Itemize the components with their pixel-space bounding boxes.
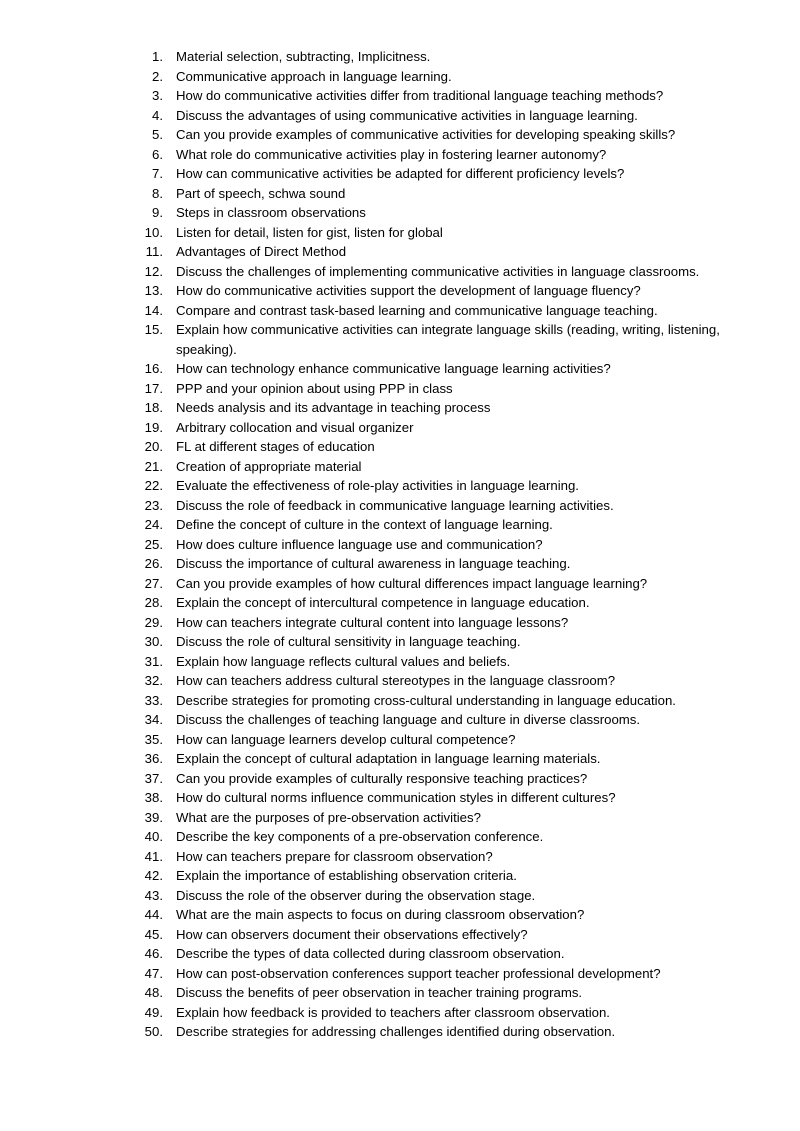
question-item bbox=[133, 671, 733, 691]
question-item bbox=[133, 574, 733, 594]
question-item bbox=[133, 925, 733, 945]
question-item bbox=[133, 67, 733, 87]
question-item bbox=[133, 418, 733, 438]
question-item bbox=[133, 983, 733, 1003]
question-number: 45. bbox=[144, 926, 163, 942]
question-list bbox=[133, 47, 733, 1042]
question-text: Discuss the benefits of peer observation in teacher training programs. bbox=[176, 985, 583, 1000]
question-item bbox=[133, 184, 733, 204]
question-item bbox=[133, 535, 733, 555]
question-number: 36. bbox=[144, 751, 163, 766]
question-number: 37. bbox=[144, 770, 163, 786]
question-number: 18. bbox=[144, 400, 163, 415]
question-text: How can language learners develop cultural competence? bbox=[176, 731, 516, 747]
question-item bbox=[133, 262, 733, 282]
question-text: Part of speech, schwa sound bbox=[176, 185, 346, 201]
question-item bbox=[133, 47, 733, 67]
question-text: Discuss the challenges of implementing communicative activities in language classrooms. bbox=[176, 263, 700, 279]
question-number: 15. bbox=[144, 322, 163, 337]
question-text: How can communicative activities be adapted for different proficiency levels? bbox=[176, 166, 625, 181]
question-number: 21. bbox=[144, 458, 163, 474]
question-number: 43. bbox=[144, 887, 163, 903]
question-item bbox=[133, 515, 733, 535]
question-text: Discuss the advantages of using communicative activities in language learning. bbox=[176, 107, 638, 123]
question-text: Explain how language reflects cultural values and beliefs. bbox=[176, 653, 511, 669]
question-number: 4. bbox=[152, 107, 163, 123]
question-text: Discuss the role of feedback in communicative language learning activities. bbox=[176, 497, 614, 513]
question-item bbox=[133, 281, 733, 301]
question-text: How does culture influence language use and communication? bbox=[176, 536, 543, 552]
question-text: How can teachers integrate cultural content into language lessons? bbox=[176, 614, 569, 630]
question-number: 49. bbox=[144, 1004, 163, 1020]
question-number: 29. bbox=[144, 614, 163, 630]
question-number: 17. bbox=[144, 380, 163, 396]
question-text: How can teachers address cultural stereotypes in the language classroom? bbox=[176, 673, 616, 688]
question-number: 31. bbox=[144, 653, 163, 669]
question-number: 22. bbox=[144, 478, 163, 493]
question-text: Material selection, subtracting, Implicitness. bbox=[176, 49, 431, 64]
question-item bbox=[133, 905, 733, 925]
question-number: 42. bbox=[144, 868, 163, 883]
question-item bbox=[133, 886, 733, 906]
question-number: 32. bbox=[144, 673, 163, 688]
question-number: 44. bbox=[144, 907, 163, 922]
question-item bbox=[133, 847, 733, 867]
question-item bbox=[133, 866, 733, 886]
question-text: How can observers document their observations effectively? bbox=[176, 926, 528, 942]
question-number: 41. bbox=[144, 848, 163, 864]
question-item bbox=[133, 203, 733, 223]
question-item bbox=[133, 106, 733, 126]
question-number: 1. bbox=[152, 49, 163, 64]
question-text: Explain the concept of cultural adaptation in language learning materials. bbox=[176, 751, 601, 766]
question-item bbox=[133, 145, 733, 165]
question-text: Communicative approach in language learning. bbox=[176, 68, 452, 84]
question-number: 2. bbox=[152, 68, 163, 84]
question-item bbox=[133, 691, 733, 711]
question-number: 16. bbox=[144, 361, 163, 376]
question-text: How do communicative activities differ from traditional language teaching methods? bbox=[176, 88, 664, 103]
question-text: What are the purposes of pre-observation activities? bbox=[176, 809, 481, 825]
question-text: Can you provide examples of culturally responsive teaching practices? bbox=[176, 770, 588, 786]
question-number: 13. bbox=[144, 283, 163, 298]
question-text: How do cultural norms influence communication styles in different cultures? bbox=[176, 790, 616, 805]
question-number: 20. bbox=[144, 439, 163, 454]
question-number: 3. bbox=[152, 88, 163, 103]
question-number: 38. bbox=[144, 790, 163, 805]
question-item bbox=[133, 496, 733, 516]
question-item bbox=[133, 457, 733, 477]
question-number: 5. bbox=[152, 127, 163, 142]
question-item bbox=[133, 632, 733, 652]
question-item bbox=[133, 1022, 733, 1042]
question-text: Discuss the challenges of teaching language and culture in diverse classrooms. bbox=[176, 712, 641, 727]
question-text: Describe strategies for promoting cross-cultural understanding in language education. bbox=[176, 692, 676, 708]
question-item bbox=[133, 437, 733, 457]
question-text: Explain how feedback is provided to teachers after classroom observation. bbox=[176, 1004, 610, 1020]
question-text: FL at different stages of education bbox=[176, 439, 375, 454]
question-number: 48. bbox=[144, 985, 163, 1000]
question-text: Explain how communicative activities can integrate language skills (reading, writing, listening, speaking). bbox=[176, 322, 720, 357]
question-text: Listen for detail, listen for gist, listen for global bbox=[176, 224, 443, 240]
question-item bbox=[133, 379, 733, 399]
question-number: 24. bbox=[144, 517, 163, 532]
question-item bbox=[133, 223, 733, 243]
question-item bbox=[133, 944, 733, 964]
question-number: 27. bbox=[144, 575, 163, 591]
question-number: 34. bbox=[144, 712, 163, 727]
question-number: 10. bbox=[144, 224, 163, 240]
question-item bbox=[133, 554, 733, 574]
question-text: What role do communicative activities play in fostering learner autonomy? bbox=[176, 146, 607, 162]
question-number: 11. bbox=[145, 244, 163, 259]
question-text: Steps in classroom observations bbox=[176, 205, 366, 220]
question-text: Arbitrary collocation and visual organizer bbox=[176, 419, 414, 435]
question-text: Describe the types of data collected during classroom observation. bbox=[176, 946, 565, 961]
question-item bbox=[133, 86, 733, 106]
question-number: 26. bbox=[144, 556, 163, 571]
question-number: 28. bbox=[144, 595, 163, 610]
question-item bbox=[133, 1003, 733, 1023]
question-number: 50. bbox=[144, 1024, 163, 1039]
question-number: 7. bbox=[152, 166, 163, 181]
question-text: Describe strategies for addressing challenges identified during observation. bbox=[176, 1024, 616, 1039]
question-text: How do communicative activities support the development of language fluency? bbox=[176, 283, 641, 298]
question-item bbox=[133, 320, 733, 359]
question-text: Evaluate the effectiveness of role-play activities in language learning. bbox=[176, 478, 579, 493]
question-item bbox=[133, 476, 733, 496]
question-item bbox=[133, 652, 733, 672]
question-text: Discuss the importance of cultural awareness in language teaching. bbox=[176, 556, 571, 571]
question-item bbox=[133, 964, 733, 984]
question-number: 25. bbox=[144, 536, 163, 552]
question-item bbox=[133, 613, 733, 633]
question-item bbox=[133, 359, 733, 379]
question-item bbox=[133, 710, 733, 730]
question-number: 9. bbox=[152, 205, 163, 220]
question-text: Describe the key components of a pre-observation conference. bbox=[176, 829, 544, 844]
question-text: Discuss the role of cultural sensitivity in language teaching. bbox=[176, 634, 521, 649]
question-item bbox=[133, 301, 733, 321]
question-number: 33. bbox=[144, 692, 163, 708]
question-text: How can post-observation conferences support teacher professional development? bbox=[176, 965, 661, 981]
question-text: Define the concept of culture in the context of language learning. bbox=[176, 517, 553, 532]
question-text: Discuss the role of the observer during the observation stage. bbox=[176, 887, 536, 903]
question-item bbox=[133, 398, 733, 418]
question-text: Compare and contrast task-based learning and communicative language teaching. bbox=[176, 302, 658, 318]
question-item bbox=[133, 808, 733, 828]
question-text: What are the main aspects to focus on during classroom observation? bbox=[176, 907, 585, 922]
question-number: 30. bbox=[144, 634, 163, 649]
question-number: 35. bbox=[144, 731, 163, 747]
question-number: 39. bbox=[144, 809, 163, 825]
question-number: 19. bbox=[144, 419, 163, 435]
question-text: Advantages of Direct Method bbox=[176, 244, 347, 259]
question-item bbox=[133, 164, 733, 184]
question-text: Can you provide examples of how cultural differences impact language learning? bbox=[176, 575, 648, 591]
question-item bbox=[133, 788, 733, 808]
question-item bbox=[133, 827, 733, 847]
question-text: Can you provide examples of communicative activities for developing speaking skills? bbox=[176, 127, 676, 142]
question-text: Explain the importance of establishing observation criteria. bbox=[176, 868, 517, 883]
question-text: How can technology enhance communicative language learning activities? bbox=[176, 361, 611, 376]
question-text: Needs analysis and its advantage in teaching process bbox=[176, 400, 491, 415]
question-item bbox=[133, 769, 733, 789]
question-item bbox=[133, 730, 733, 750]
question-item bbox=[133, 125, 733, 145]
question-text: PPP and your opinion about using PPP in class bbox=[176, 380, 453, 396]
question-number: 23. bbox=[144, 497, 163, 513]
question-text: Creation of appropriate material bbox=[176, 458, 362, 474]
question-number: 47. bbox=[144, 965, 163, 981]
question-number: 6. bbox=[152, 146, 163, 162]
question-text: How can teachers prepare for classroom observation? bbox=[176, 848, 493, 864]
question-number: 14. bbox=[144, 302, 163, 318]
question-item bbox=[133, 593, 733, 613]
question-number: 12. bbox=[144, 263, 163, 279]
question-number: 8. bbox=[152, 185, 163, 201]
question-text: Explain the concept of intercultural competence in language education. bbox=[176, 595, 590, 610]
question-item bbox=[133, 749, 733, 769]
question-number: 46. bbox=[144, 946, 163, 961]
question-number: 40. bbox=[144, 829, 163, 844]
question-item bbox=[133, 242, 733, 262]
